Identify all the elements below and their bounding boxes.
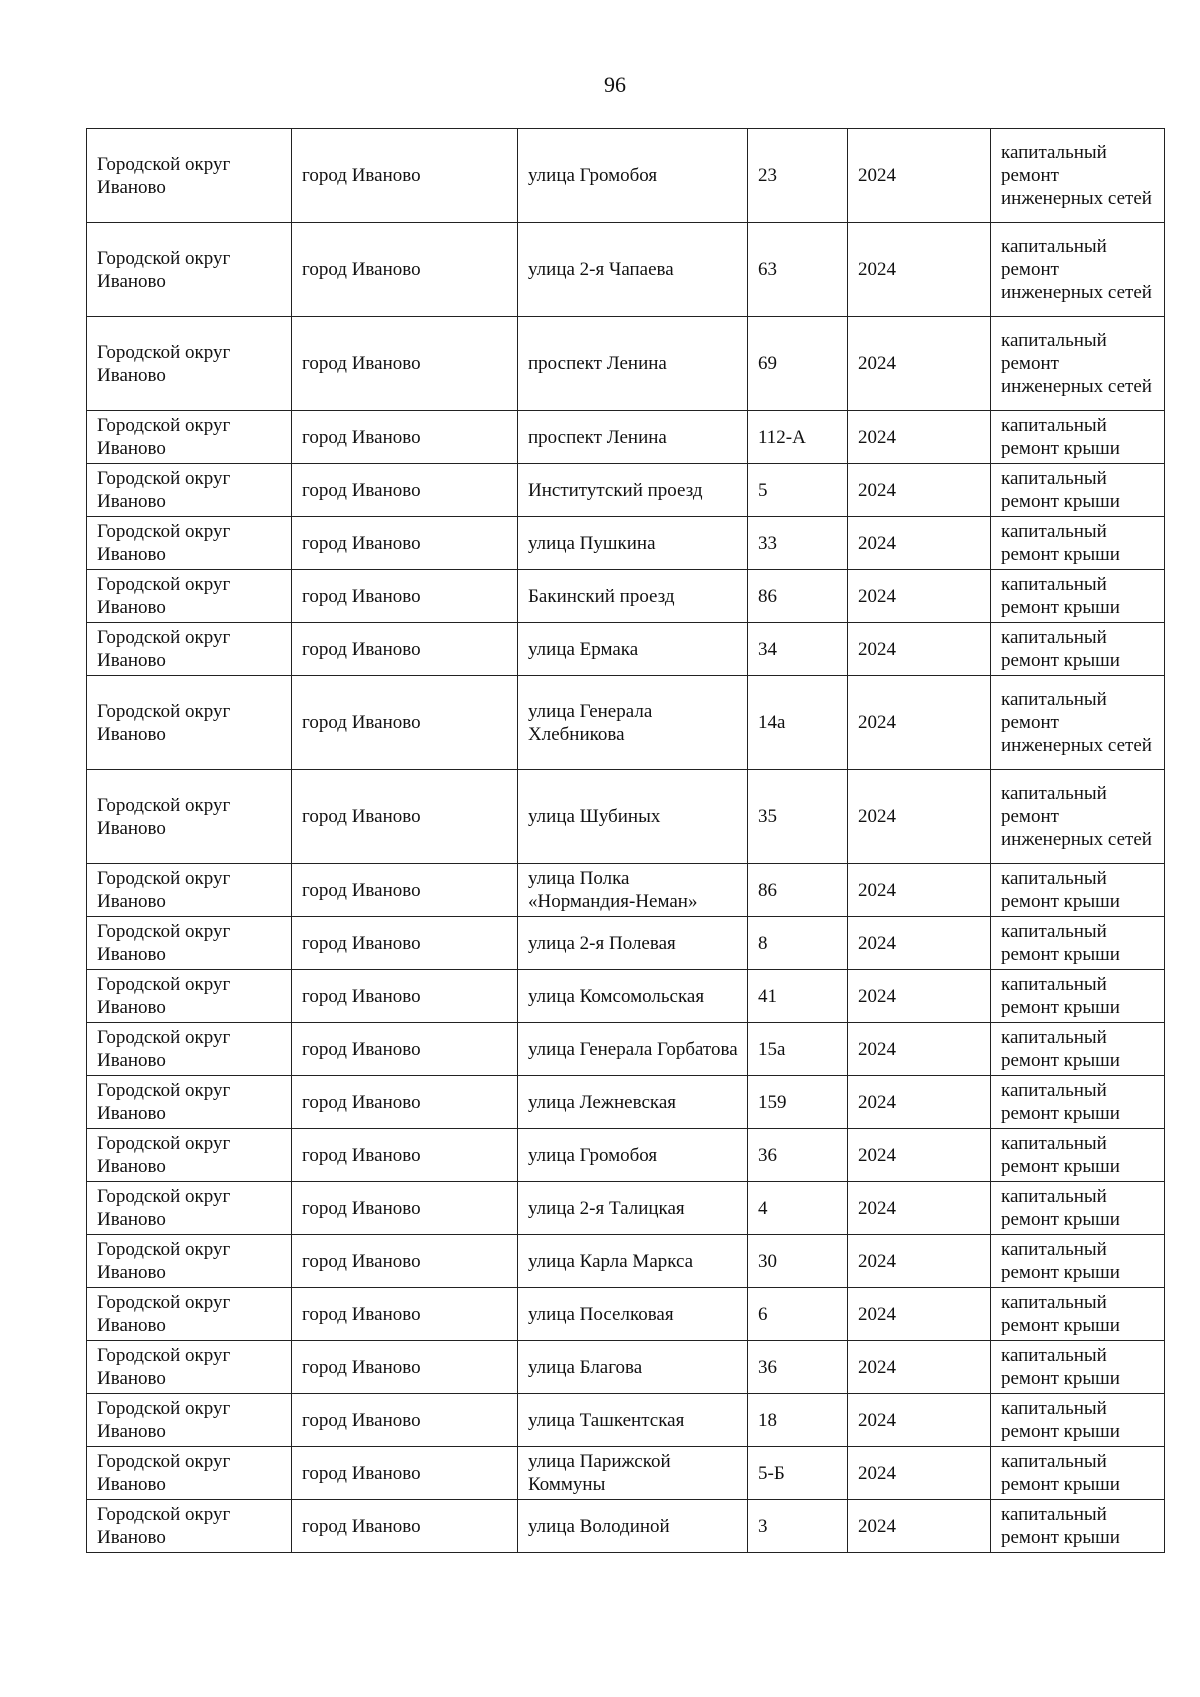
cell-district: Городской округ Иваново	[87, 970, 292, 1023]
cell-work-type: капитальный ремонт крыши	[991, 464, 1165, 517]
cell-work-type: капитальный ремонт крыши	[991, 1023, 1165, 1076]
table-row	[87, 1023, 1165, 1076]
repair-schedule-table	[86, 128, 1165, 1553]
cell-work-type: капитальный ремонт крыши	[991, 1341, 1165, 1394]
cell-city: город Иваново	[292, 517, 518, 570]
cell-street: Бакинский проезд	[518, 570, 748, 623]
cell-work-type: капитальный ремонт крыши	[991, 1129, 1165, 1182]
cell-district: Городской округ Иваново	[87, 1447, 292, 1500]
cell-district: Городской округ Иваново	[87, 223, 292, 317]
cell-street: улица Поселковая	[518, 1288, 748, 1341]
cell-district: Городской округ Иваново	[87, 770, 292, 864]
cell-street: улица Володиной	[518, 1500, 748, 1553]
cell-house: 5	[748, 464, 848, 517]
cell-street: улица Лежневская	[518, 1076, 748, 1129]
cell-year: 2024	[848, 623, 991, 676]
cell-house: 33	[748, 517, 848, 570]
cell-house: 34	[748, 623, 848, 676]
table-row	[87, 1235, 1165, 1288]
cell-city: город Иваново	[292, 1500, 518, 1553]
cell-house: 18	[748, 1394, 848, 1447]
cell-street: улица Ташкентская	[518, 1394, 748, 1447]
table-row	[87, 1129, 1165, 1182]
cell-city: город Иваново	[292, 1129, 518, 1182]
cell-year: 2024	[848, 464, 991, 517]
cell-district: Городской округ Иваново	[87, 1235, 292, 1288]
cell-district: Городской округ Иваново	[87, 1129, 292, 1182]
cell-house: 3	[748, 1500, 848, 1553]
cell-house: 159	[748, 1076, 848, 1129]
cell-work-type: капитальный ремонт крыши	[991, 1394, 1165, 1447]
cell-district: Городской округ Иваново	[87, 1182, 292, 1235]
cell-city: город Иваново	[292, 411, 518, 464]
cell-city: город Иваново	[292, 223, 518, 317]
table-row	[87, 1341, 1165, 1394]
cell-year: 2024	[848, 223, 991, 317]
cell-district: Городской округ Иваново	[87, 917, 292, 970]
cell-house: 30	[748, 1235, 848, 1288]
cell-year: 2024	[848, 411, 991, 464]
cell-street: улица Ермака	[518, 623, 748, 676]
cell-house: 63	[748, 223, 848, 317]
cell-house: 5-Б	[748, 1447, 848, 1500]
cell-year: 2024	[848, 770, 991, 864]
table-row	[87, 517, 1165, 570]
cell-city: город Иваново	[292, 1023, 518, 1076]
cell-district: Городской округ Иваново	[87, 1076, 292, 1129]
cell-house: 35	[748, 770, 848, 864]
cell-work-type: капитальный ремонт крыши	[991, 623, 1165, 676]
cell-district: Городской округ Иваново	[87, 1341, 292, 1394]
cell-work-type: капитальный ремонт крыши	[991, 1288, 1165, 1341]
cell-street: улица Генерала Горбатова	[518, 1023, 748, 1076]
cell-work-type: капитальный ремонт крыши	[991, 1182, 1165, 1235]
cell-work-type: капитальный ремонт крыши	[991, 970, 1165, 1023]
cell-house: 36	[748, 1341, 848, 1394]
cell-city: город Иваново	[292, 1076, 518, 1129]
cell-city: город Иваново	[292, 317, 518, 411]
cell-year: 2024	[848, 1500, 991, 1553]
cell-year: 2024	[848, 1394, 991, 1447]
cell-house: 112-А	[748, 411, 848, 464]
table-row	[87, 1288, 1165, 1341]
cell-city: город Иваново	[292, 770, 518, 864]
table-body	[87, 129, 1165, 1553]
cell-year: 2024	[848, 917, 991, 970]
cell-district: Городской округ Иваново	[87, 464, 292, 517]
table-row	[87, 917, 1165, 970]
cell-year: 2024	[848, 517, 991, 570]
cell-house: 15а	[748, 1023, 848, 1076]
cell-district: Городской округ Иваново	[87, 129, 292, 223]
cell-house: 8	[748, 917, 848, 970]
table-row	[87, 864, 1165, 917]
cell-street: улица Пушкина	[518, 517, 748, 570]
cell-work-type: капитальный ремонт крыши	[991, 411, 1165, 464]
cell-work-type: капитальный ремонт инженерных сетей	[991, 317, 1165, 411]
cell-street: улица 2-я Полевая	[518, 917, 748, 970]
cell-work-type: капитальный ремонт крыши	[991, 1235, 1165, 1288]
table-row	[87, 317, 1165, 411]
cell-year: 2024	[848, 129, 991, 223]
table-row	[87, 464, 1165, 517]
cell-street: улица Парижской Коммуны	[518, 1447, 748, 1500]
cell-city: город Иваново	[292, 1288, 518, 1341]
cell-work-type: капитальный ремонт крыши	[991, 1076, 1165, 1129]
cell-street: проспект Ленина	[518, 317, 748, 411]
cell-work-type: капитальный ремонт крыши	[991, 864, 1165, 917]
cell-district: Городской округ Иваново	[87, 1500, 292, 1553]
cell-house: 14а	[748, 676, 848, 770]
page-number: 96	[604, 72, 626, 97]
table-row	[87, 623, 1165, 676]
cell-year: 2024	[848, 1129, 991, 1182]
cell-year: 2024	[848, 970, 991, 1023]
cell-house: 36	[748, 1129, 848, 1182]
cell-year: 2024	[848, 570, 991, 623]
cell-year: 2024	[848, 1023, 991, 1076]
cell-street: улица 2-я Талицкая	[518, 1182, 748, 1235]
table-row	[87, 1394, 1165, 1447]
cell-work-type: капитальный ремонт крыши	[991, 517, 1165, 570]
cell-district: Городской округ Иваново	[87, 1288, 292, 1341]
cell-city: город Иваново	[292, 570, 518, 623]
cell-year: 2024	[848, 1447, 991, 1500]
table-row	[87, 1076, 1165, 1129]
cell-year: 2024	[848, 1182, 991, 1235]
cell-city: город Иваново	[292, 129, 518, 223]
cell-district: Городской округ Иваново	[87, 623, 292, 676]
cell-street: Институтский проезд	[518, 464, 748, 517]
cell-street: проспект Ленина	[518, 411, 748, 464]
cell-city: город Иваново	[292, 623, 518, 676]
cell-street: улица Генерала Хлебникова	[518, 676, 748, 770]
cell-work-type: капитальный ремонт инженерных сетей	[991, 676, 1165, 770]
cell-house: 86	[748, 864, 848, 917]
cell-year: 2024	[848, 317, 991, 411]
cell-street: улица Шубиных	[518, 770, 748, 864]
cell-street: улица Громобоя	[518, 1129, 748, 1182]
cell-year: 2024	[848, 864, 991, 917]
cell-city: город Иваново	[292, 1447, 518, 1500]
cell-street: улица Благова	[518, 1341, 748, 1394]
table-row	[87, 1182, 1165, 1235]
table-row	[87, 1500, 1165, 1553]
cell-district: Городской округ Иваново	[87, 864, 292, 917]
cell-district: Городской округ Иваново	[87, 1023, 292, 1076]
table-row	[87, 129, 1165, 223]
cell-district: Городской округ Иваново	[87, 570, 292, 623]
cell-city: город Иваново	[292, 464, 518, 517]
cell-year: 2024	[848, 676, 991, 770]
cell-city: город Иваново	[292, 676, 518, 770]
cell-year: 2024	[848, 1076, 991, 1129]
cell-city: город Иваново	[292, 864, 518, 917]
table-row	[87, 676, 1165, 770]
cell-house: 4	[748, 1182, 848, 1235]
cell-district: Городской округ Иваново	[87, 411, 292, 464]
cell-district: Городской округ Иваново	[87, 1394, 292, 1447]
table-row	[87, 770, 1165, 864]
cell-work-type: капитальный ремонт крыши	[991, 570, 1165, 623]
cell-street: улица Полка «Нормандия-Неман»	[518, 864, 748, 917]
table-row	[87, 223, 1165, 317]
cell-city: город Иваново	[292, 1341, 518, 1394]
cell-city: город Иваново	[292, 1182, 518, 1235]
cell-house: 69	[748, 317, 848, 411]
cell-house: 6	[748, 1288, 848, 1341]
cell-work-type: капитальный ремонт крыши	[991, 1500, 1165, 1553]
cell-city: город Иваново	[292, 917, 518, 970]
table-row	[87, 411, 1165, 464]
cell-street: улица 2-я Чапаева	[518, 223, 748, 317]
cell-house: 41	[748, 970, 848, 1023]
cell-city: город Иваново	[292, 1394, 518, 1447]
cell-year: 2024	[848, 1288, 991, 1341]
table-row	[87, 570, 1165, 623]
cell-city: город Иваново	[292, 1235, 518, 1288]
cell-work-type: капитальный ремонт инженерных сетей	[991, 223, 1165, 317]
cell-city: город Иваново	[292, 970, 518, 1023]
cell-work-type: капитальный ремонт инженерных сетей	[991, 770, 1165, 864]
cell-street: улица Карла Маркса	[518, 1235, 748, 1288]
cell-work-type: капитальный ремонт крыши	[991, 917, 1165, 970]
cell-district: Городской округ Иваново	[87, 317, 292, 411]
cell-district: Городской округ Иваново	[87, 676, 292, 770]
cell-year: 2024	[848, 1341, 991, 1394]
cell-district: Городской округ Иваново	[87, 517, 292, 570]
cell-work-type: капитальный ремонт инженерных сетей	[991, 129, 1165, 223]
cell-work-type: капитальный ремонт крыши	[991, 1447, 1165, 1500]
cell-house: 86	[748, 570, 848, 623]
table-row	[87, 1447, 1165, 1500]
cell-street: улица Громобоя	[518, 129, 748, 223]
cell-year: 2024	[848, 1235, 991, 1288]
cell-house: 23	[748, 129, 848, 223]
cell-street: улица Комсомольская	[518, 970, 748, 1023]
table-row	[87, 970, 1165, 1023]
